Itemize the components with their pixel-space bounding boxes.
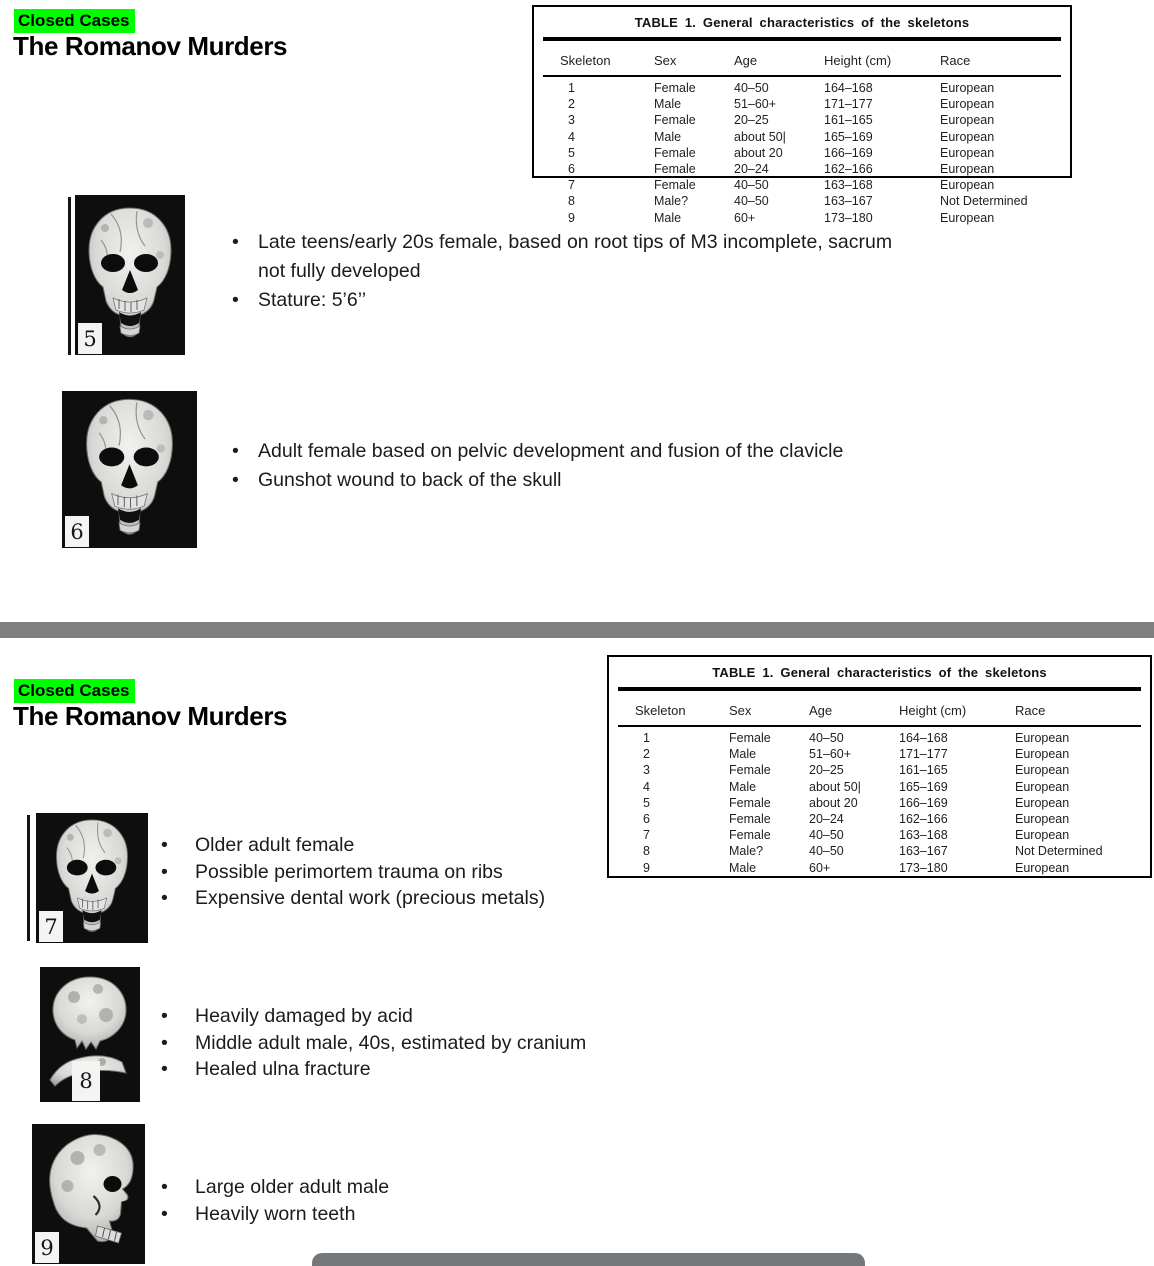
table-col-header: Sex — [729, 703, 752, 718]
table-cell: Female — [729, 795, 771, 810]
bullet-item — [155, 1003, 655, 1030]
table-cell: 40–50 — [734, 178, 769, 193]
table-cell: 6 — [568, 162, 575, 177]
table-cell: 173–180 — [824, 210, 873, 225]
table-cell: 7 — [643, 828, 650, 843]
table-cell: Male — [729, 860, 757, 875]
bullet-item — [155, 885, 635, 912]
table-cell: Not Determined — [1015, 844, 1103, 859]
bullet-item — [228, 286, 894, 315]
table-cell: 20–24 — [809, 812, 844, 827]
table-col-header: Skeleton — [635, 703, 686, 718]
table-col-header: Age — [809, 703, 833, 718]
table-cell: 163–168 — [899, 828, 948, 843]
bullet-dot: • — [232, 231, 239, 253]
table-cell: 164–168 — [899, 731, 948, 745]
bullets-skull-9 — [155, 1174, 615, 1227]
table-title: TABLE 1. General characteristics of the skeletons — [634, 15, 970, 30]
table-cell: 3 — [568, 113, 575, 128]
table-row — [609, 811, 1150, 827]
bullet-dot: • — [161, 887, 168, 909]
bullets-skull-6 — [228, 437, 928, 495]
table-cell: 171–177 — [824, 97, 873, 112]
table-row — [534, 129, 1070, 145]
table-cell: 171–177 — [899, 747, 948, 762]
table-cell: Female — [729, 812, 771, 827]
bullet-text: Expensive dental work (precious metals) — [195, 887, 546, 909]
table-row — [534, 80, 1070, 96]
table-cell: 51–60+ — [734, 97, 777, 112]
bullet-text: Healed ulna fracture — [195, 1058, 371, 1080]
table-title: TABLE 1. General characteristics of the skeletons — [712, 665, 1047, 680]
slide-divider — [0, 622, 1154, 638]
skull-number-label: 8 — [72, 1061, 100, 1101]
bullet-dot: • — [161, 834, 168, 856]
bullet-dot: • — [232, 469, 239, 491]
table-cell: European — [1015, 795, 1070, 810]
table-header-row — [609, 691, 1150, 725]
table-col-header: Age — [734, 53, 758, 68]
table-cell: Female — [654, 178, 696, 193]
table-cell: 4 — [643, 779, 650, 794]
table-row — [609, 779, 1150, 795]
table-cell: 60+ — [734, 210, 756, 225]
table-body — [534, 77, 1070, 226]
bullet-text: Heavily worn teeth — [195, 1202, 356, 1225]
table-cell: 173–180 — [899, 860, 948, 875]
table-cell: 40–50 — [809, 828, 844, 843]
table-row — [534, 96, 1070, 112]
skull-photo-6 — [62, 391, 197, 548]
table-cell: 20–25 — [734, 113, 769, 128]
table-cell: Female — [654, 81, 696, 95]
bullet-text: Stature: 5’6’’ — [258, 289, 367, 311]
table-cell: European — [1015, 860, 1070, 875]
table-cell: European — [940, 162, 995, 177]
table-cell: Female — [654, 162, 696, 177]
table-cell: 161–165 — [824, 113, 873, 128]
table-cell: 8 — [643, 844, 650, 859]
photo-edge-line — [27, 815, 30, 941]
bullet-item — [155, 1030, 655, 1057]
skeleton-table-top — [532, 5, 1072, 225]
table-cell: 20–25 — [809, 763, 844, 778]
table-cell: 1 — [643, 731, 650, 745]
bullet-item — [155, 859, 635, 886]
table-body — [609, 727, 1150, 876]
table-cell: 60+ — [809, 860, 831, 875]
bullet-item — [155, 832, 635, 859]
table-cell: Male — [729, 779, 757, 794]
table-cell: European — [940, 113, 995, 128]
table-cell: 40–50 — [809, 844, 844, 859]
skull-number-label: 9 — [35, 1232, 59, 1263]
table-cell: European — [940, 145, 995, 160]
table-row — [609, 795, 1150, 811]
bullet-item — [228, 466, 928, 495]
table-cell: 2 — [643, 747, 650, 762]
skull-photo-5 — [75, 195, 185, 355]
table-cell: 9 — [643, 860, 650, 875]
slide-title: The Romanov Murders — [13, 31, 288, 61]
table-row — [609, 827, 1150, 843]
table-row — [609, 762, 1150, 778]
table-cell: 162–166 — [899, 812, 948, 827]
table-cell: 6 — [643, 812, 650, 827]
skull-number-label: 7 — [39, 911, 63, 942]
table-cell: Female — [729, 731, 771, 745]
table-cell: 164–168 — [824, 81, 873, 95]
table-col-header: Height (cm) — [824, 53, 892, 68]
bullet-dot: • — [161, 1202, 168, 1225]
bullet-item — [228, 437, 928, 466]
table-cell: Not Determined — [940, 194, 1028, 209]
table-cell: 20–24 — [734, 162, 769, 177]
table-cell: 165–169 — [824, 129, 873, 144]
table-cell: 163–167 — [824, 194, 873, 209]
table-row — [609, 843, 1150, 859]
bullet-text: Older adult female — [195, 834, 355, 856]
table-cell: Male — [654, 97, 682, 112]
table-header-row — [534, 41, 1070, 75]
table-cell: 2 — [568, 97, 575, 112]
table-cell: Female — [729, 763, 771, 778]
skull-photo-9 — [32, 1124, 145, 1264]
table-cell: European — [940, 129, 995, 144]
table-cell: Female — [729, 828, 771, 843]
bullet-item — [155, 1174, 615, 1201]
table-cell: 9 — [568, 210, 575, 225]
table-cell: European — [1015, 747, 1070, 762]
table-cell: European — [940, 97, 995, 112]
bullet-dot: • — [232, 440, 239, 462]
table-cell: European — [1015, 731, 1070, 745]
table-cell: Male? — [654, 194, 689, 209]
table-cell: 163–167 — [899, 844, 948, 859]
table-col-header: Height (cm) — [899, 703, 967, 718]
bullet-text: Late teens/early 20s female, based on root tips of M3 incomplete, sacrum not fully developed — [258, 231, 898, 282]
table-col-header: Skeleton — [560, 53, 611, 68]
table-cell: 7 — [568, 178, 575, 193]
bullet-text: Gunshot wound to back of the skull — [258, 469, 562, 491]
photo-edge-line — [68, 197, 71, 355]
table-cell: 163–168 — [824, 178, 873, 193]
closed-cases-tag: Closed Cases — [14, 9, 135, 33]
table-row — [534, 161, 1070, 177]
bullet-text: Middle adult male, 40s, estimated by cranium — [195, 1031, 587, 1054]
table-cell: European — [940, 178, 995, 193]
table-col-header: Sex — [654, 53, 677, 68]
table-row — [534, 193, 1070, 209]
table-cell: Female — [654, 113, 696, 128]
table-cell: 162–166 — [824, 162, 873, 177]
presentation-toolbar[interactable] — [312, 1253, 865, 1266]
table-cell: European — [940, 210, 995, 225]
table-cell: European — [940, 81, 995, 95]
table-cell: about 20 — [734, 145, 783, 160]
table-cell: 40–50 — [734, 81, 769, 95]
table-row — [609, 730, 1150, 746]
bullet-dot: • — [161, 1058, 168, 1080]
table-cell: about 50| — [734, 129, 786, 144]
table-row — [534, 210, 1070, 226]
bullets-skull-7 — [155, 832, 635, 912]
bullet-dot: • — [161, 1005, 168, 1027]
table-row — [609, 860, 1150, 876]
bullet-dot: • — [161, 1031, 168, 1054]
table-cell: 40–50 — [734, 194, 769, 209]
table-cell: 51–60+ — [809, 747, 852, 762]
skull-photo-7 — [36, 813, 148, 943]
bullet-dot: • — [161, 1176, 168, 1198]
bullet-item — [155, 1201, 615, 1228]
bullet-item — [155, 1056, 655, 1083]
table-cell: 8 — [568, 194, 575, 209]
table-col-header: Race — [1015, 703, 1046, 718]
table-cell: 166–169 — [899, 795, 948, 810]
bullet-item — [228, 228, 898, 286]
skull-photo-8 — [40, 967, 140, 1102]
skull-number-label: 6 — [65, 516, 89, 547]
slide-bottom — [0, 638, 1154, 1266]
slide-title: The Romanov Murders — [13, 701, 288, 731]
closed-cases-tag: Closed Cases — [14, 679, 135, 703]
table-cell: Male? — [729, 844, 764, 859]
bullet-text: Large older adult male — [195, 1176, 390, 1198]
skeleton-table-bottom — [607, 655, 1152, 878]
bullet-dot: • — [232, 289, 239, 311]
table-cell: Male — [654, 210, 682, 225]
bullet-text: Heavily damaged by acid — [195, 1005, 413, 1027]
bullets-skull-5 — [228, 228, 898, 315]
table-cell: 5 — [643, 795, 650, 810]
skull-number-label: 5 — [78, 323, 102, 354]
table-cell: 1 — [568, 81, 575, 95]
bullets-skull-8 — [155, 1003, 655, 1083]
table-cell: 165–169 — [899, 779, 948, 794]
table-cell: 3 — [643, 763, 650, 778]
slide-top — [0, 0, 1154, 622]
table-cell: Male — [729, 747, 757, 762]
table-cell: European — [1015, 828, 1070, 843]
table-cell: Male — [654, 129, 682, 144]
table-cell: European — [1015, 779, 1070, 794]
table-row — [534, 177, 1070, 193]
table-row — [534, 112, 1070, 128]
table-row — [609, 746, 1150, 762]
bullet-dot: • — [161, 860, 168, 883]
table-cell: 40–50 — [809, 731, 844, 745]
table-cell: about 20 — [809, 795, 858, 810]
table-cell: Female — [654, 145, 696, 160]
table-cell: 161–165 — [899, 763, 948, 778]
table-row — [534, 145, 1070, 161]
table-cell: 5 — [568, 145, 575, 160]
bullet-text: Adult female based on pelvic development and fusion of the clavicle — [258, 440, 844, 462]
table-cell: 166–169 — [824, 145, 873, 160]
bullet-text: Possible perimortem trauma on ribs — [195, 860, 503, 883]
table-cell: 4 — [568, 129, 575, 144]
table-cell: European — [1015, 812, 1070, 827]
table-col-header: Race — [940, 53, 971, 68]
table-cell: European — [1015, 763, 1070, 778]
table-cell: about 50| — [809, 779, 861, 794]
